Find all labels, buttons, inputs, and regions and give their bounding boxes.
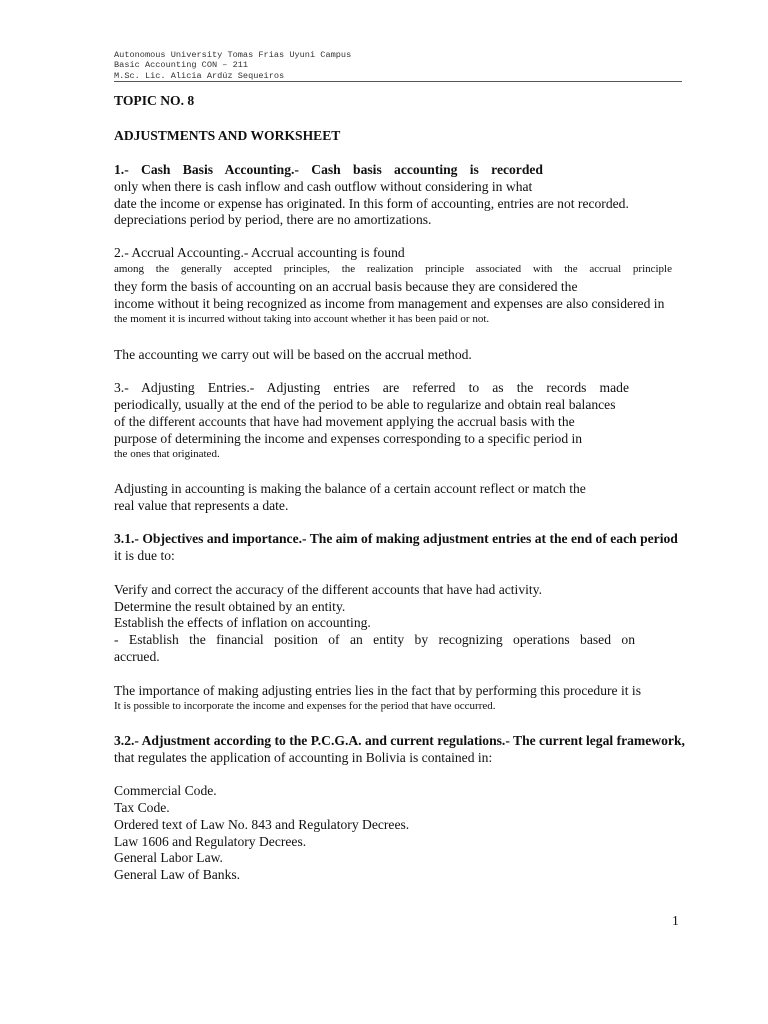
section-2-line: the moment it is incurred without taking into account whether it has been paid or not. bbox=[114, 313, 490, 325]
objectives-list-item: Establish the effects of inflation on accounting. bbox=[114, 615, 371, 630]
section-2-line: among the generally accepted principles, the realization principle associated with the accrual principle bbox=[114, 263, 672, 275]
regulation-list-item: Commercial Code. bbox=[114, 783, 217, 798]
importance-paragraph-line: It is possible to incorporate the income and expenses for the period that have occurred. bbox=[114, 700, 496, 712]
section-3-line: periodically, usually at the end of the period to be able to regularize and obtain real balances bbox=[114, 397, 616, 412]
regulation-list-item: General Labor Law. bbox=[114, 850, 223, 865]
header-divider bbox=[114, 81, 682, 82]
section-3-heading: 3.- Adjusting Entries.- Adjusting entries are referred to as the records made bbox=[114, 380, 629, 395]
section-1-line: only when there is cash inflow and cash outflow without considering in what bbox=[114, 179, 533, 194]
regulation-list-item: General Law of Banks. bbox=[114, 867, 241, 882]
objectives-list-item: accrued. bbox=[114, 649, 160, 664]
topic-subtitle: ADJUSTMENTS AND WORKSHEET bbox=[114, 128, 341, 143]
regulation-list-item: Ordered text of Law No. 843 and Regulatory Decrees. bbox=[114, 817, 410, 832]
header-course: Basic Accounting CON – 211 bbox=[114, 60, 249, 71]
adjusting-definition-line: real value that represents a date. bbox=[114, 498, 289, 513]
section-2-line: income without it being recognized as income from management and expenses are also considered in bbox=[114, 296, 665, 311]
regulation-list-item: Law 1606 and Regulatory Decrees. bbox=[114, 834, 307, 849]
section-3-2-heading: 3.2.- Adjustment according to the P.C.G.A. and current regulations.- The current legal framework, bbox=[114, 733, 685, 748]
accrual-method-paragraph: The accounting we carry out will be based on the accrual method. bbox=[114, 347, 472, 362]
section-2-line: they form the basis of accounting on an accrual basis because they are considered the bbox=[114, 279, 578, 294]
objectives-list-item: - Establish the financial position of an entity by recognizing operations based on bbox=[114, 632, 635, 647]
page-number: 1 bbox=[672, 913, 679, 928]
regulation-list-item: Tax Code. bbox=[114, 800, 170, 815]
importance-paragraph-line: The importance of making adjusting entries lies in the fact that by performing this procedure it is bbox=[114, 683, 641, 698]
section-3-line: of the different accounts that have had movement applying the accrual basis with the bbox=[114, 414, 575, 429]
section-3-1-line: it is due to: bbox=[114, 548, 175, 563]
section-2-heading: 2.- Accrual Accounting.- Accrual accounting is found bbox=[114, 245, 405, 260]
header-institution: Autonomous University Tomas Frias Uyuni Campus bbox=[114, 50, 352, 60]
page-header bbox=[114, 50, 682, 81]
objectives-list-item: Determine the result obtained by an entity. bbox=[114, 599, 346, 614]
section-3-1-heading: 3.1.- Objectives and importance.- The aim of making adjustment entries at the end of each period bbox=[114, 531, 678, 546]
section-1-line: date the income or expense has originated. In this form of accounting, entries are not recorded. bbox=[114, 196, 629, 211]
section-3-line: purpose of determining the income and expenses corresponding to a specific period in bbox=[114, 431, 583, 446]
section-1-heading: 1.- Cash Basis Accounting.- Cash basis accounting is recorded bbox=[114, 162, 543, 177]
topic-heading: TOPIC NO. 8 bbox=[114, 93, 195, 108]
adjusting-definition-line: Adjusting in accounting is making the balance of a certain account reflect or match the bbox=[114, 481, 586, 496]
objectives-list-item: Verify and correct the accuracy of the different accounts that have had activity. bbox=[114, 582, 542, 597]
header-instructor: M.Sc. Lic. Alicia Ardúz Sequeiros bbox=[114, 70, 285, 81]
section-1-line: depreciations period by period, there are no amortizations. bbox=[114, 212, 432, 227]
section-3-2-line: that regulates the application of accounting in Bolivia is contained in: bbox=[114, 750, 493, 765]
section-3-line: the ones that originated. bbox=[114, 448, 220, 460]
